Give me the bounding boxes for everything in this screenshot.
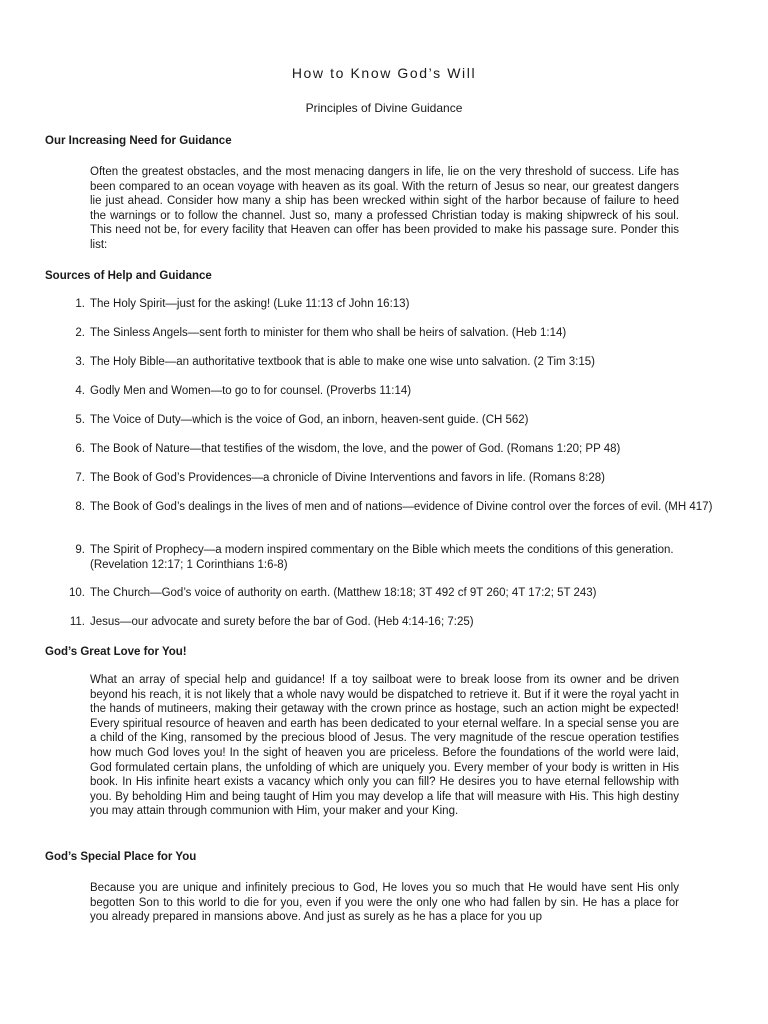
list-item-number: 7. bbox=[75, 472, 85, 484]
list-item-number: 4. bbox=[75, 385, 85, 397]
list-item-number: 5. bbox=[75, 414, 85, 426]
list-item-text: The Spirit of Prophecy—a modern inspired commentary on the Bible which meets the conditions of this generation. (Revelation 12:17; 1 Corinthians 1:6-8) bbox=[90, 544, 674, 571]
section-heading-need-for-guidance: Our Increasing Need for Guidance bbox=[45, 135, 232, 147]
list-item-text: The Book of God’s dealings in the lives of men and of nations—evidence of Divine control over the forces of evil. (MH 417) bbox=[90, 501, 713, 513]
section-heading-gods-special-place: God’s Special Place for You bbox=[45, 851, 197, 863]
section-heading-gods-great-love: God’s Great Love for You! bbox=[45, 646, 187, 658]
list-item-text: The Book of God’s Providences—a chronicle of Divine Interventions and favors in life. (Romans 8:28) bbox=[90, 472, 605, 484]
section-paragraph-need-for-guidance: Often the greatest obstacles, and the most menacing dangers in life, lie on the very threshold of success. Life has been compared to an ocean voyage with heaven as its goal. With the return of Jesus so near, our greatest dangers lie just ahead. Consider how many a ship has been wrecked within sight of the harbor because of failure to heed the warnings or to follow the channel. Just so, many a professed Christian today is making shipwreck of his soul. This need not be, for every facility that Heaven can offer has been provided to make his passage sure. Ponder this list: bbox=[90, 166, 679, 251]
list-item-text: The Sinless Angels—sent forth to minister for them who shall be heirs of salvation. (Heb 1:14) bbox=[90, 327, 567, 339]
list-item-number: 8. bbox=[75, 501, 85, 513]
section-heading-sources-of-help: Sources of Help and Guidance bbox=[45, 270, 212, 282]
section-paragraph-gods-great-love: What an array of special help and guidance! If a toy sailboat were to break loose from its owner and be driven beyond his reach, it is not likely that a whole navy would be dispatched to retrieve it. But if it were the royal yacht in the hands of mutineers, making their getaway with the crown prince as hostage, such an action might be expected! Every spiritual resource of heaven and earth has been dedicated to your eternal welfare. In a special sense you are a child of the King, ransomed by the precious blood of Jesus. The very magnitude of the rescue operation testifies how much God loves you! In the sight of heaven you are priceless. Before the foundations of the world were laid, God formulated certain plans, the unfolding of which are uniquely you. Every member of your body is written in His book. In His infinite heart exists a vacancy which only you can fill? He desires you to have eternal fellowship with you. By beholding Him and being taught of Him you may develop a life that will measure with His. This high destiny you may attain through communion with Him, your maker and your King. bbox=[90, 674, 679, 818]
list-item-number: 1. bbox=[75, 298, 85, 310]
list-item-number: 6. bbox=[75, 443, 85, 455]
list-item-text: The Holy Bible—an authoritative textbook that is able to make one wise unto salvation. (2 Tim 3:15) bbox=[90, 356, 595, 368]
list-item-text: The Church—God’s voice of authority on earth. (Matthew 18:18; 3T 492 cf 9T 260; 4T 17:2; 5T 243) bbox=[90, 587, 597, 599]
list-item-text: The Holy Spirit—just for the asking! (Luke 11:13 cf John 16:13) bbox=[90, 298, 410, 310]
list-item-number: 10. bbox=[69, 587, 85, 599]
list-item-number: 2. bbox=[75, 327, 85, 339]
document-subtitle: Principles of Divine Guidance bbox=[305, 101, 463, 115]
list-item-text: Godly Men and Women—to go to for counsel. (Proverbs 11:14) bbox=[90, 385, 412, 397]
list-item-number: 3. bbox=[75, 356, 85, 368]
list-item-number: 11. bbox=[69, 616, 85, 628]
document-title: How to Know God’s Will bbox=[291, 65, 477, 81]
list-item-number: 9. bbox=[75, 544, 85, 556]
list-item-text: Jesus—our advocate and surety before the bar of God. (Heb 4:14-16; 7:25) bbox=[90, 616, 474, 628]
list-item-text: The Book of Nature—that testifies of the wisdom, the love, and the power of God. (Romans 1:20; PP 48) bbox=[90, 443, 621, 455]
section-paragraph-gods-special-place: Because you are unique and infinitely precious to God, He loves you so much that He would have sent His only begotten Son to this world to die for you, even if you were the only one who had fallen by sin. He has a place for you already prepared in mansions above. And just as surely as he has a place for you up bbox=[90, 882, 679, 924]
list-item-text: The Voice of Duty—which is the voice of God, an inborn, heaven-sent guide. (CH 562) bbox=[90, 414, 529, 426]
